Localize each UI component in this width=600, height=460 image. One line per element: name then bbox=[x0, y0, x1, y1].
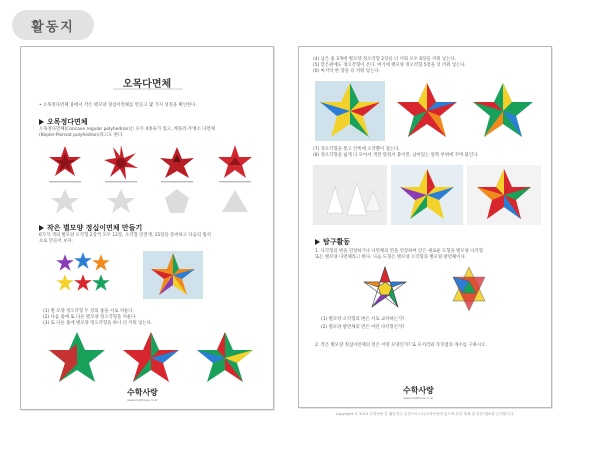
worksheet-tag: 활동지 bbox=[12, 10, 94, 40]
step-5: (5) 맞은편에도 정오각형이 온다. 여기에 별모양 정오각형 5장을 더 끼워 넣는다. bbox=[313, 63, 467, 68]
logo-mark bbox=[403, 385, 434, 396]
section-concave-heading bbox=[39, 117, 88, 127]
question-1: (1) 별모양 오각형의 변은 서로 교차하는가? bbox=[321, 317, 405, 322]
question-2: (2) 별모양 팔면체의 면은 어떤 다각형인가? bbox=[321, 325, 405, 330]
section-explore-label: 탐구활동 bbox=[323, 238, 351, 246]
section-make-heading bbox=[39, 223, 142, 233]
logo-text: 수학사랑 bbox=[403, 386, 434, 395]
section-make-label: 작은 별모양 정십이면체 만들기 bbox=[47, 224, 143, 232]
paper-stars-image bbox=[53, 249, 253, 301]
step-1: (1) 별 모양 정오각형 두 장의 홈을 서로 끼운다. bbox=[43, 309, 134, 314]
explore-item1-a: 1. 다각형의 변을 연장하거나 다면체의 면을 연장하여 얻은 새로운 도형을 별모양 다각형 bbox=[315, 249, 483, 254]
pyramid-photos bbox=[313, 165, 541, 225]
concave-body-2: (Kepler-Poinsot polyhedron)라고도 한다. bbox=[39, 133, 124, 138]
left-page bbox=[20, 46, 274, 410]
bullet-triangle-icon bbox=[39, 225, 44, 231]
step-3: (3) 또 다른 홈에 별모양 정오각형을 하나 더 끼워 넣는다. bbox=[43, 321, 153, 326]
section-concave-label: 오목정다면체 bbox=[47, 118, 88, 126]
assembly-steps-images bbox=[41, 329, 259, 387]
assembled-polyhedra-images bbox=[315, 81, 539, 141]
make-body-2: 으로 만들어 보자. bbox=[39, 239, 73, 244]
copyright-footer: Copyright © 2013 수학사랑 본 활동지는 무단으로 (주)수학사랑에 있으며 무단 복제 및 무단 배포를 금지합니다. bbox=[335, 412, 515, 416]
star-figures bbox=[329, 265, 529, 313]
logo-mark bbox=[127, 387, 158, 398]
bullet-triangle-icon bbox=[39, 119, 44, 125]
mathlove-logo bbox=[127, 387, 158, 402]
concave-body-1: 오목정다면체(Concave regular polyhedron)는 모두 4종류가 있고, 케플러-푸앵소 다면체 bbox=[39, 127, 215, 132]
page-title: 오목다면체 bbox=[122, 79, 172, 90]
logo-url: www.mathlove.co.kr bbox=[403, 396, 434, 400]
step-2: (2) 다음 홈에 또 다른 별모양 정오각형을 끼운다. bbox=[43, 315, 137, 320]
step-6: (6) 마지막 한 장을 더 끼워 넣는다. bbox=[313, 69, 380, 74]
mathlove-logo-right bbox=[403, 385, 434, 400]
explore-item1-b: 또는 별모양 다면체라고 한다. 다음 도형은 별모양 오각형과 별모양 팔면체이다. bbox=[315, 255, 467, 260]
bullet-triangle-icon bbox=[315, 239, 320, 245]
step-4: (4) 남은 홈 3개에 별모양 정오각형 2장을 더 끼워 모두 6장을 끼워 넣는다. bbox=[313, 57, 457, 62]
step-7: (7) 정오각형을 찢고 안쪽에 오각뿔이 접는다. bbox=[313, 147, 400, 152]
logo-text: 수학사랑 bbox=[127, 388, 158, 397]
face-shapes-images bbox=[35, 187, 261, 215]
right-page bbox=[298, 46, 552, 408]
make-body-1: 6가지 색의 별모양 오각형 2장씩 모두 12장, 오각형 연결재, 15장을 준비하고 다음의 법칙 bbox=[39, 233, 212, 238]
concave-polyhedra-images bbox=[35, 143, 261, 185]
intro-text: • 오목정다면체 중에서 작은 별모양 정십이면체를 만들고 몇 가지 성질을 확인한다. bbox=[39, 103, 197, 108]
step-8: (8) 정오각형을 넓게 다 모아서 색깔 맞춰서 붙이면, 남아있는 앞쪽 부위에 꾸며 붙인다. bbox=[313, 153, 479, 158]
section-explore-heading bbox=[315, 237, 350, 247]
explore-item2: 2. 작은 별모양 정십이면체의 면은 어떤 모양인가? 또 모서리와 꼭짓점의 개수를 구하시오. bbox=[315, 343, 487, 348]
logo-url: www.mathlove.co.kr bbox=[127, 398, 158, 402]
